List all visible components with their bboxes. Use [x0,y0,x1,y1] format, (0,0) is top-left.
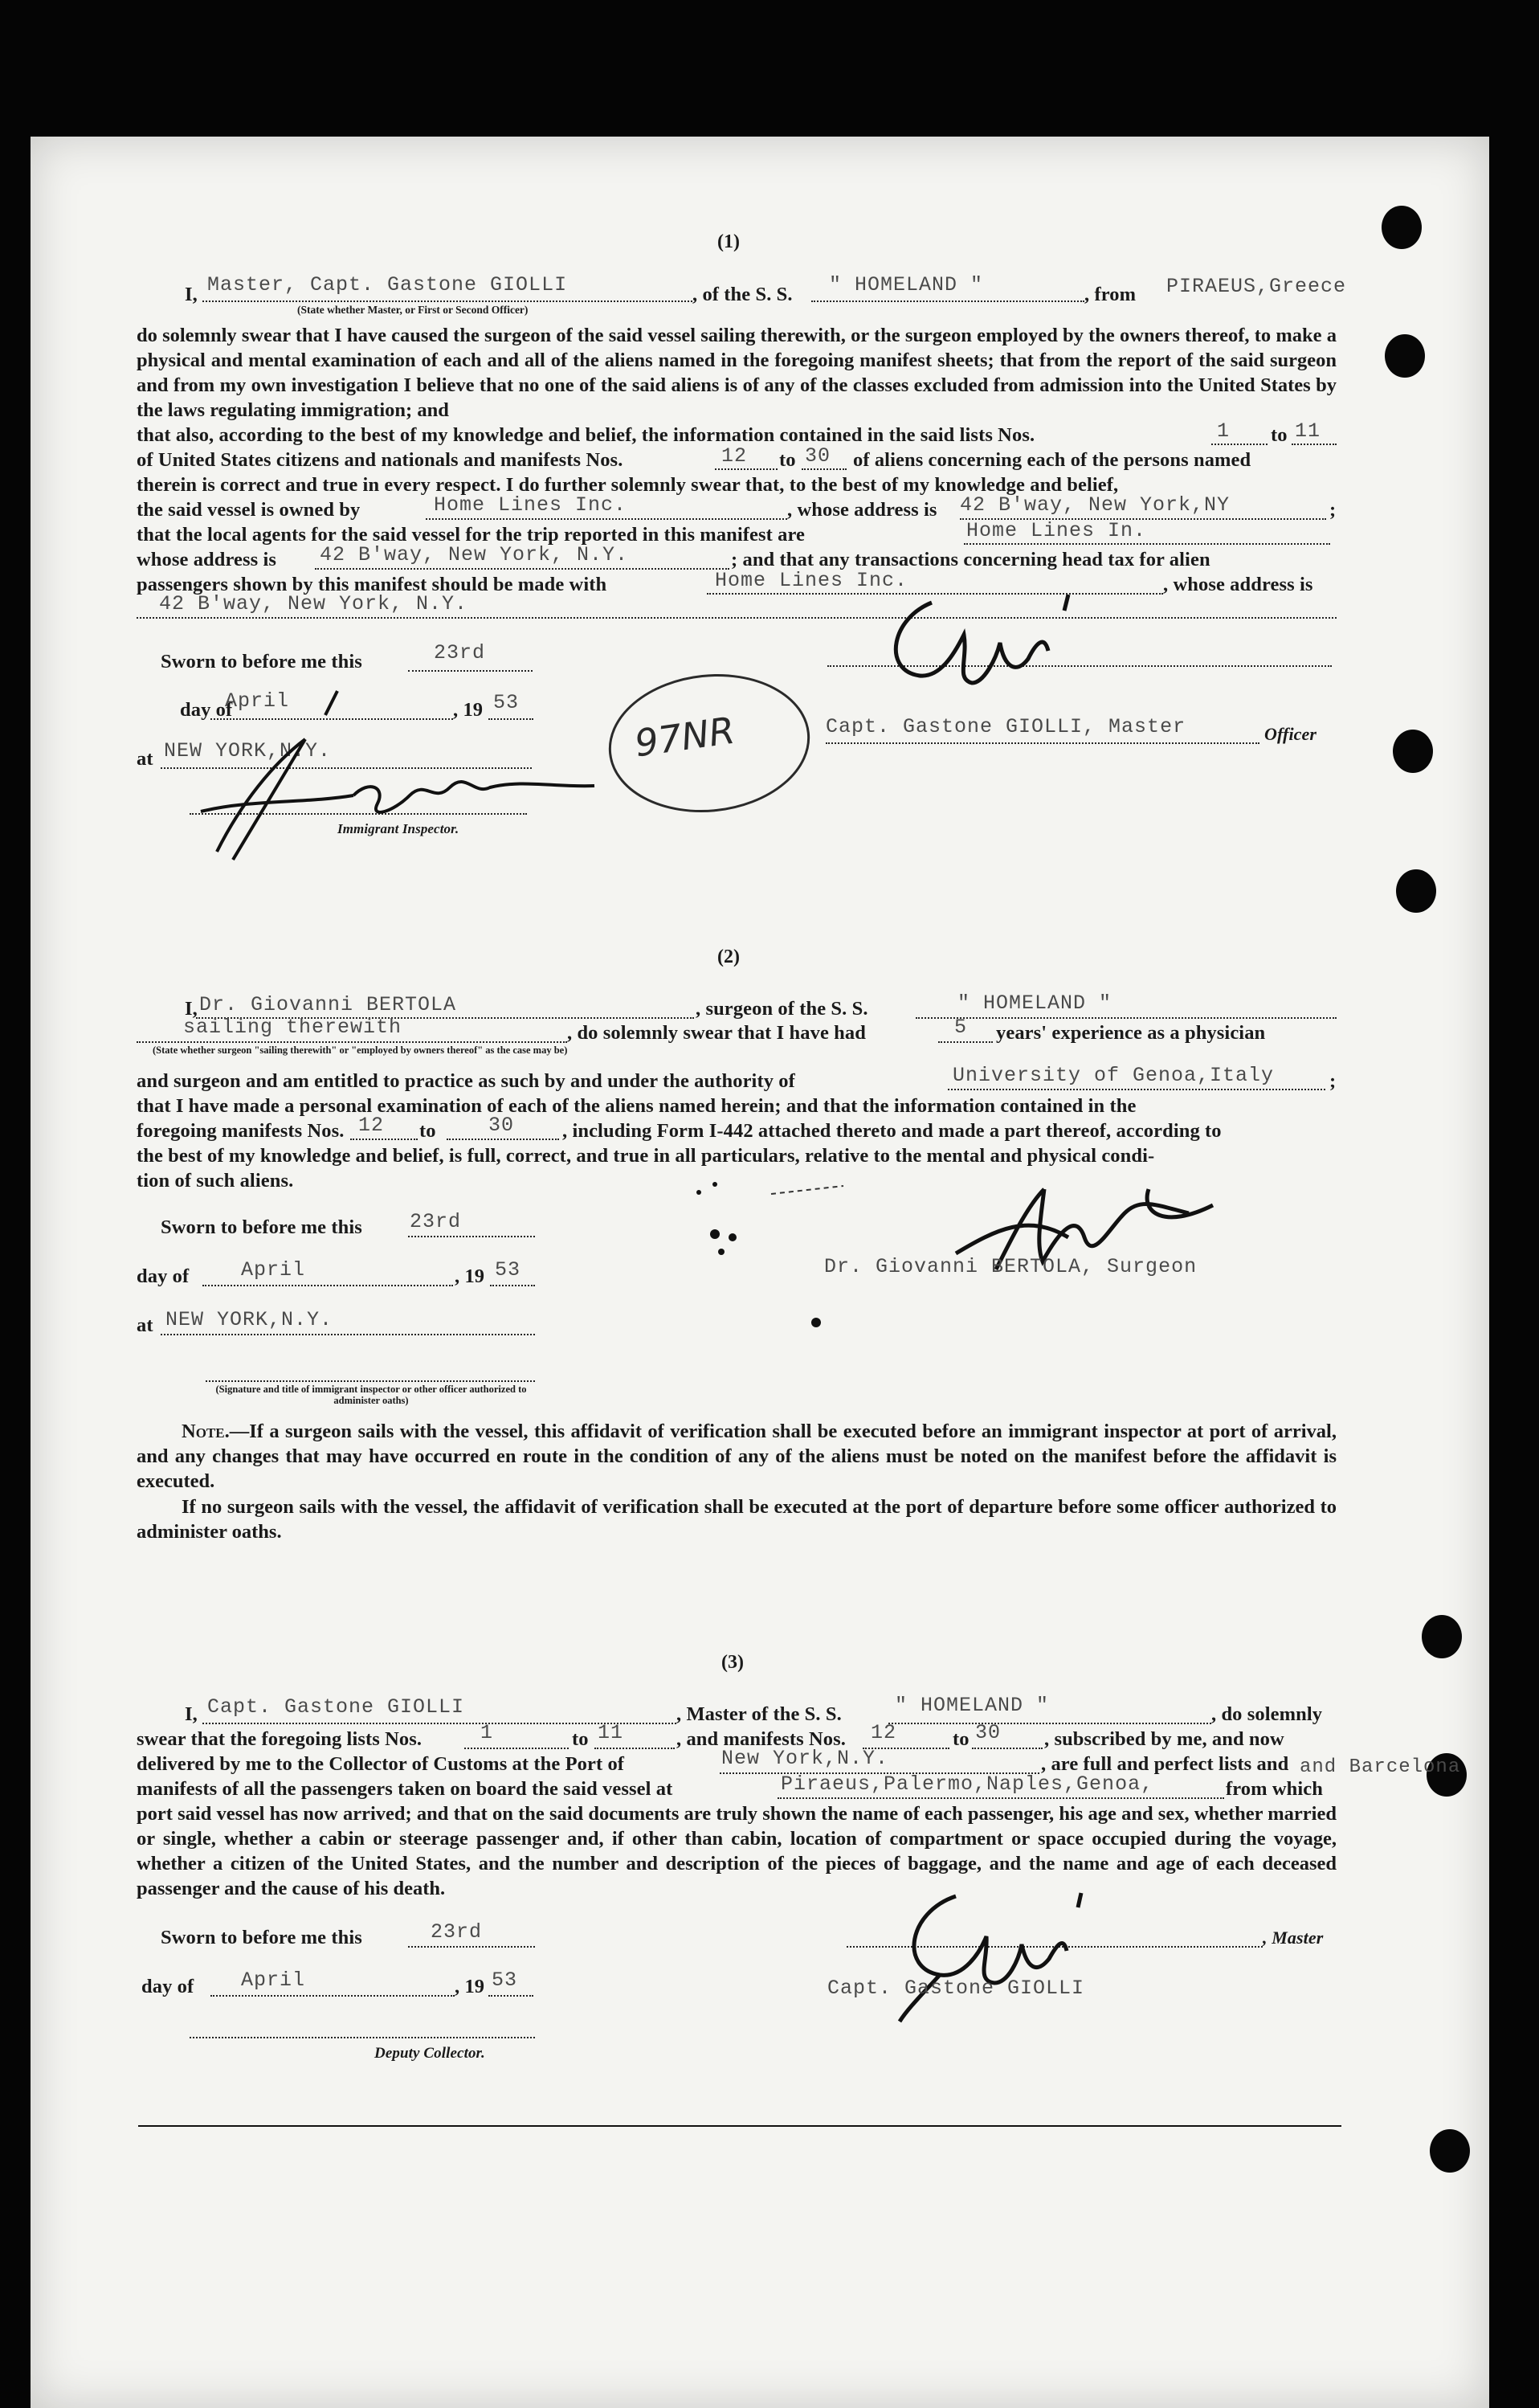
section-1-number: (1) [717,231,740,252]
manifests-to-3: 30 [975,1721,1002,1744]
punch-hole [1396,869,1436,913]
port-of-arrival: New York,N.Y. [721,1747,889,1770]
ports-taken: Piraeus,Palermo,Naples,Genoa, [781,1772,1154,1796]
lists-to-3: 11 [598,1721,624,1744]
manifests-from-2: 12 [358,1114,385,1137]
place-line-2 [161,1334,535,1335]
surgeon-of-label: , surgeon of the S. S. [696,998,868,1020]
owned-by-label: the said vessel is owned by [137,499,361,521]
including-form: , including Form I-442 attached thereto and made a part thereof, according to [562,1120,1222,1142]
ship-name-2: " HOMELAND " [957,991,1112,1015]
owner-line [426,518,787,520]
authority-line [948,1089,1325,1090]
ship-name-1: " HOMELAND " [829,273,984,296]
lists-to-line-1 [1292,444,1337,445]
subscribed-label: , subscribed by me, and now [1044,1728,1284,1750]
year-suffix-1: 53 [493,691,520,714]
note-label: Note. [182,1421,230,1442]
lists-to-1: 11 [1295,419,1321,443]
head-tax-address-label: , whose address is [1163,574,1313,595]
place-2: NEW YORK,N.Y. [165,1308,333,1331]
punch-hole [1393,730,1433,773]
head-tax-intro: ; and that any transactions concerning head tax for alien [731,549,1210,570]
month-3: April [241,1969,306,1992]
owner-address: 42 B'way, New York,NY [960,493,1231,517]
signer-title-1: Officer [1264,724,1317,744]
year-suffix-3: 53 [492,1969,518,1992]
manifests-to-label-3: to [953,1728,970,1750]
year-suffix-2: 53 [495,1258,521,1282]
punch-hole [1382,206,1422,249]
semicolon: ; [1329,499,1337,521]
manifests-to-label-1: to [779,449,796,471]
taken-prefix: manifests of all the passengers taken on board the said vessel at [137,1778,673,1800]
lists-line-prefix: that also, according to the best of my knowledge and belief, the information contained in the said lists Nos. [137,424,1035,446]
master-caption: (State whether Master, or First or Second Officer) [297,304,529,316]
best-line: the best of my knowledge and belief, is full, correct, and true in all particulars, relative to the mental and physical condi- [137,1145,1155,1167]
semicolon-2: ; [1329,1070,1337,1092]
swear-prefix-3: swear that the foregoing lists Nos. [137,1728,423,1750]
delivered-prefix: delivered by me to the Collector of Customs at the Port of [137,1753,625,1775]
month-line-3 [210,1995,455,1997]
agents-address-line [315,568,729,570]
taken-suffix: from which [1226,1778,1323,1800]
collector-caption: Deputy Collector. [374,2045,485,2062]
lists-from-3: 1 [480,1721,494,1744]
head-tax-address-line [137,617,1337,619]
collector-signature-line [190,2037,535,2038]
swear-suffix-2: years' experience as a physician [996,1022,1266,1044]
manifests-line-suffix: of aliens concerning each of the persons named [853,449,1251,471]
ports-extra: and Barcelona [1300,1756,1461,1778]
manifests-label-2: foregoing manifests Nos. [137,1120,345,1142]
place-1: NEW YORK,N.Y. [164,739,332,762]
master-label-3: , Master [1263,1928,1324,1948]
section-1-i-label: I, [185,284,198,305]
exam-line: that I have made a personal examination of each of the aliens named herein; and that the information contained in the [137,1095,1137,1117]
master-signature-3 [892,1880,1100,2025]
sworn-label-3: Sworn to before me this [161,1927,362,1948]
year-line-3 [488,1995,533,1997]
agents-address-label: whose address is [137,549,277,570]
year-prefix-1: , 19 [453,699,484,721]
manifests-to-line-2 [447,1139,559,1140]
lists-to-line-3 [594,1748,675,1749]
note-paragraph-2: If no surgeon sails with the vessel, the affidavit of verification shall be executed at the port of departure before some officer authorized to administer oaths. [137,1496,1337,1543]
master-name-line-1 [202,300,692,302]
solemnly-label: , do solemnly [1211,1703,1323,1725]
sworn-day-1: 23rd [434,641,486,664]
years-line [938,1041,993,1043]
tion-line: tion of such aliens. [137,1170,294,1192]
therein-line: therein is correct and true in every respect. I do further solemnly swear that, to the best of my knowledge and belief, [137,474,1119,496]
ship-name-3: " HOMELAND " [895,1694,1050,1717]
swear-prefix-2: , do solemnly swear that I have had [567,1022,866,1044]
manifests-to-label-2: to [419,1120,436,1142]
sworn-day-3: 23rd [431,1920,483,1944]
note-text: —If a surgeon sails with the vessel, this affidavit of verification shall be executed before an immigrant inspector at port of arrival, and any changes that may have occurred en route in the condition of any of the aliens must be noted on the manifest before the affidavit is executed. [137,1421,1337,1492]
agents-name: Home Lines In. [966,519,1147,542]
surgeon-signer-name: Dr. Giovanni BERTOLA, Surgeon [824,1255,1198,1278]
sailing-status: sailing therewith [183,1016,402,1039]
signer-name-1: Capt. Gastone GIOLLI, Master [826,715,1186,738]
year-prefix-3: , 19 [455,1976,485,1997]
sworn-label-2: Sworn to before me this [161,1216,362,1238]
sailing-line [137,1041,567,1043]
delivered-suffix: , are full and perfect lists and [1041,1753,1289,1775]
master-name-3: Capt. Gastone GIOLLI [207,1695,465,1719]
lists-from-line-3 [464,1748,569,1749]
owner-address-label: , whose address is [787,499,937,521]
agents-address: 42 B'way, New York, N.Y. [320,543,629,566]
and-manifests-label: , and manifests Nos. [676,1728,846,1750]
master-name-1: Master, Capt. Gastone GIOLLI [207,273,568,296]
ports-taken-line [778,1797,1224,1799]
note-paragraph [137,1419,1337,1494]
sworn-label-1: Sworn to before me this [161,651,362,673]
head-tax-company: Home Lines Inc. [715,569,908,592]
manifests-to-line-1 [802,468,847,470]
ship-name-line-1 [811,300,1084,302]
sailing-caption: (State whether surgeon "sailing therewith" or "employed by owners thereof" as the case may be) [153,1045,568,1056]
month-1: April [225,689,290,713]
sworn-day-2: 23rd [410,1210,462,1233]
stamp-text: 97NR [631,708,738,766]
lists-to-label-3: to [572,1728,589,1750]
ship-name-line-2 [916,1017,1337,1019]
month-2: April [241,1258,306,1282]
officer-signature-line [206,1380,535,1382]
authority: University of Genoa,Italy [953,1064,1275,1087]
surgeon-name: Dr. Giovanni BERTOLA [199,993,457,1016]
owner-name: Home Lines Inc. [434,493,627,517]
years-experience: 5 [954,1016,968,1039]
sworn-day-line-2 [408,1236,535,1237]
manifests-from-line-1 [715,468,778,470]
section-2-i-label: I, [185,998,198,1020]
lists-from-1: 1 [1217,419,1231,443]
at-label-2: at [137,1314,153,1336]
manifests-from-1: 12 [721,444,748,468]
from-port: PIRAEUS,Greece [1166,275,1347,298]
section-3-number: (3) [721,1652,744,1673]
signer-name-3: Capt. Gastone GIOLLI [827,1977,1085,2000]
section-2-number: (2) [717,946,740,967]
punch-hole [1422,1615,1462,1658]
sworn-day-line-3 [408,1946,535,1948]
section-1-paragraph: do solemnly swear that I have caused the surgeon of the said vessel sailing therewith, or the surgeon employed by the owners thereof, to make a physical and mental examination of each and all of the aliens named in the foregoing manifest sheets; that from the report of the said surgeon and from my own investigation I believe that no one of the said aliens is of any of the classes excluded from admission into the United States by the laws regulating immigration; and [137,325,1337,421]
year-line-2 [490,1285,535,1286]
signer-line-1 [826,742,1259,744]
punch-hole [1430,2129,1470,2173]
manifests-from-3: 12 [871,1721,897,1744]
agents-label: that the local agents for the said vessel for the trip reported in this manifest are [137,524,806,546]
month-line-2 [202,1285,453,1286]
ship-name-line-3 [888,1723,1211,1724]
section-3-i-label: I, [185,1703,198,1725]
year-prefix-2: , 19 [455,1265,485,1287]
of-the-ss-label-1: , of the S. S. [692,284,793,305]
master-signature-1 [876,587,1084,691]
master-of-label: , Master of the S. S. [676,1703,842,1725]
punch-hole [1385,334,1425,378]
manifests-from-line-2 [350,1139,418,1140]
day-of-label-3: day of [141,1976,194,1997]
manifests-to-line-3 [972,1748,1043,1749]
at-label-1: at [137,748,153,770]
lists-to-label-1: to [1271,424,1288,446]
day-of-label-1: day of [180,699,233,721]
day-of-label-2: day of [137,1265,190,1287]
section-3-paragraph: port said vessel has now arrived; and that on the said documents are truly shown the name of each passenger, his age and sex, whether married or single, whether a cabin or steerage passenger and, if other than cabin, location of compartment or space occupied during the voyage, whether a citizen of the United States, and the number and description of the pieces of baggage, and the name and age of each deceased passenger and the cause of his death. [137,1803,1337,1899]
from-label: , from [1084,284,1137,305]
agents-line [964,543,1330,545]
bottom-rule [138,2125,1341,2127]
authority-label: and surgeon and am entitled to practice as such by and under the authority of [137,1070,795,1092]
head-tax-label: passengers shown by this manifest should be made with [137,574,607,595]
manifests-to-1: 30 [805,444,831,468]
manifests-line-prefix: of United States citizens and nationals and manifests Nos. [137,449,623,471]
inspector-caption: Immigrant Inspector. [337,821,459,836]
inspector-signature [185,691,602,876]
manifests-to-2: 30 [488,1114,515,1137]
officer-caption: (Signature and title of immigrant inspector or other officer authorized to administer oaths) [215,1384,527,1406]
lists-from-line-1 [1211,444,1268,445]
head-tax-address: 42 B'way, New York, N.Y. [159,592,468,615]
sworn-day-line-1 [408,670,533,672]
